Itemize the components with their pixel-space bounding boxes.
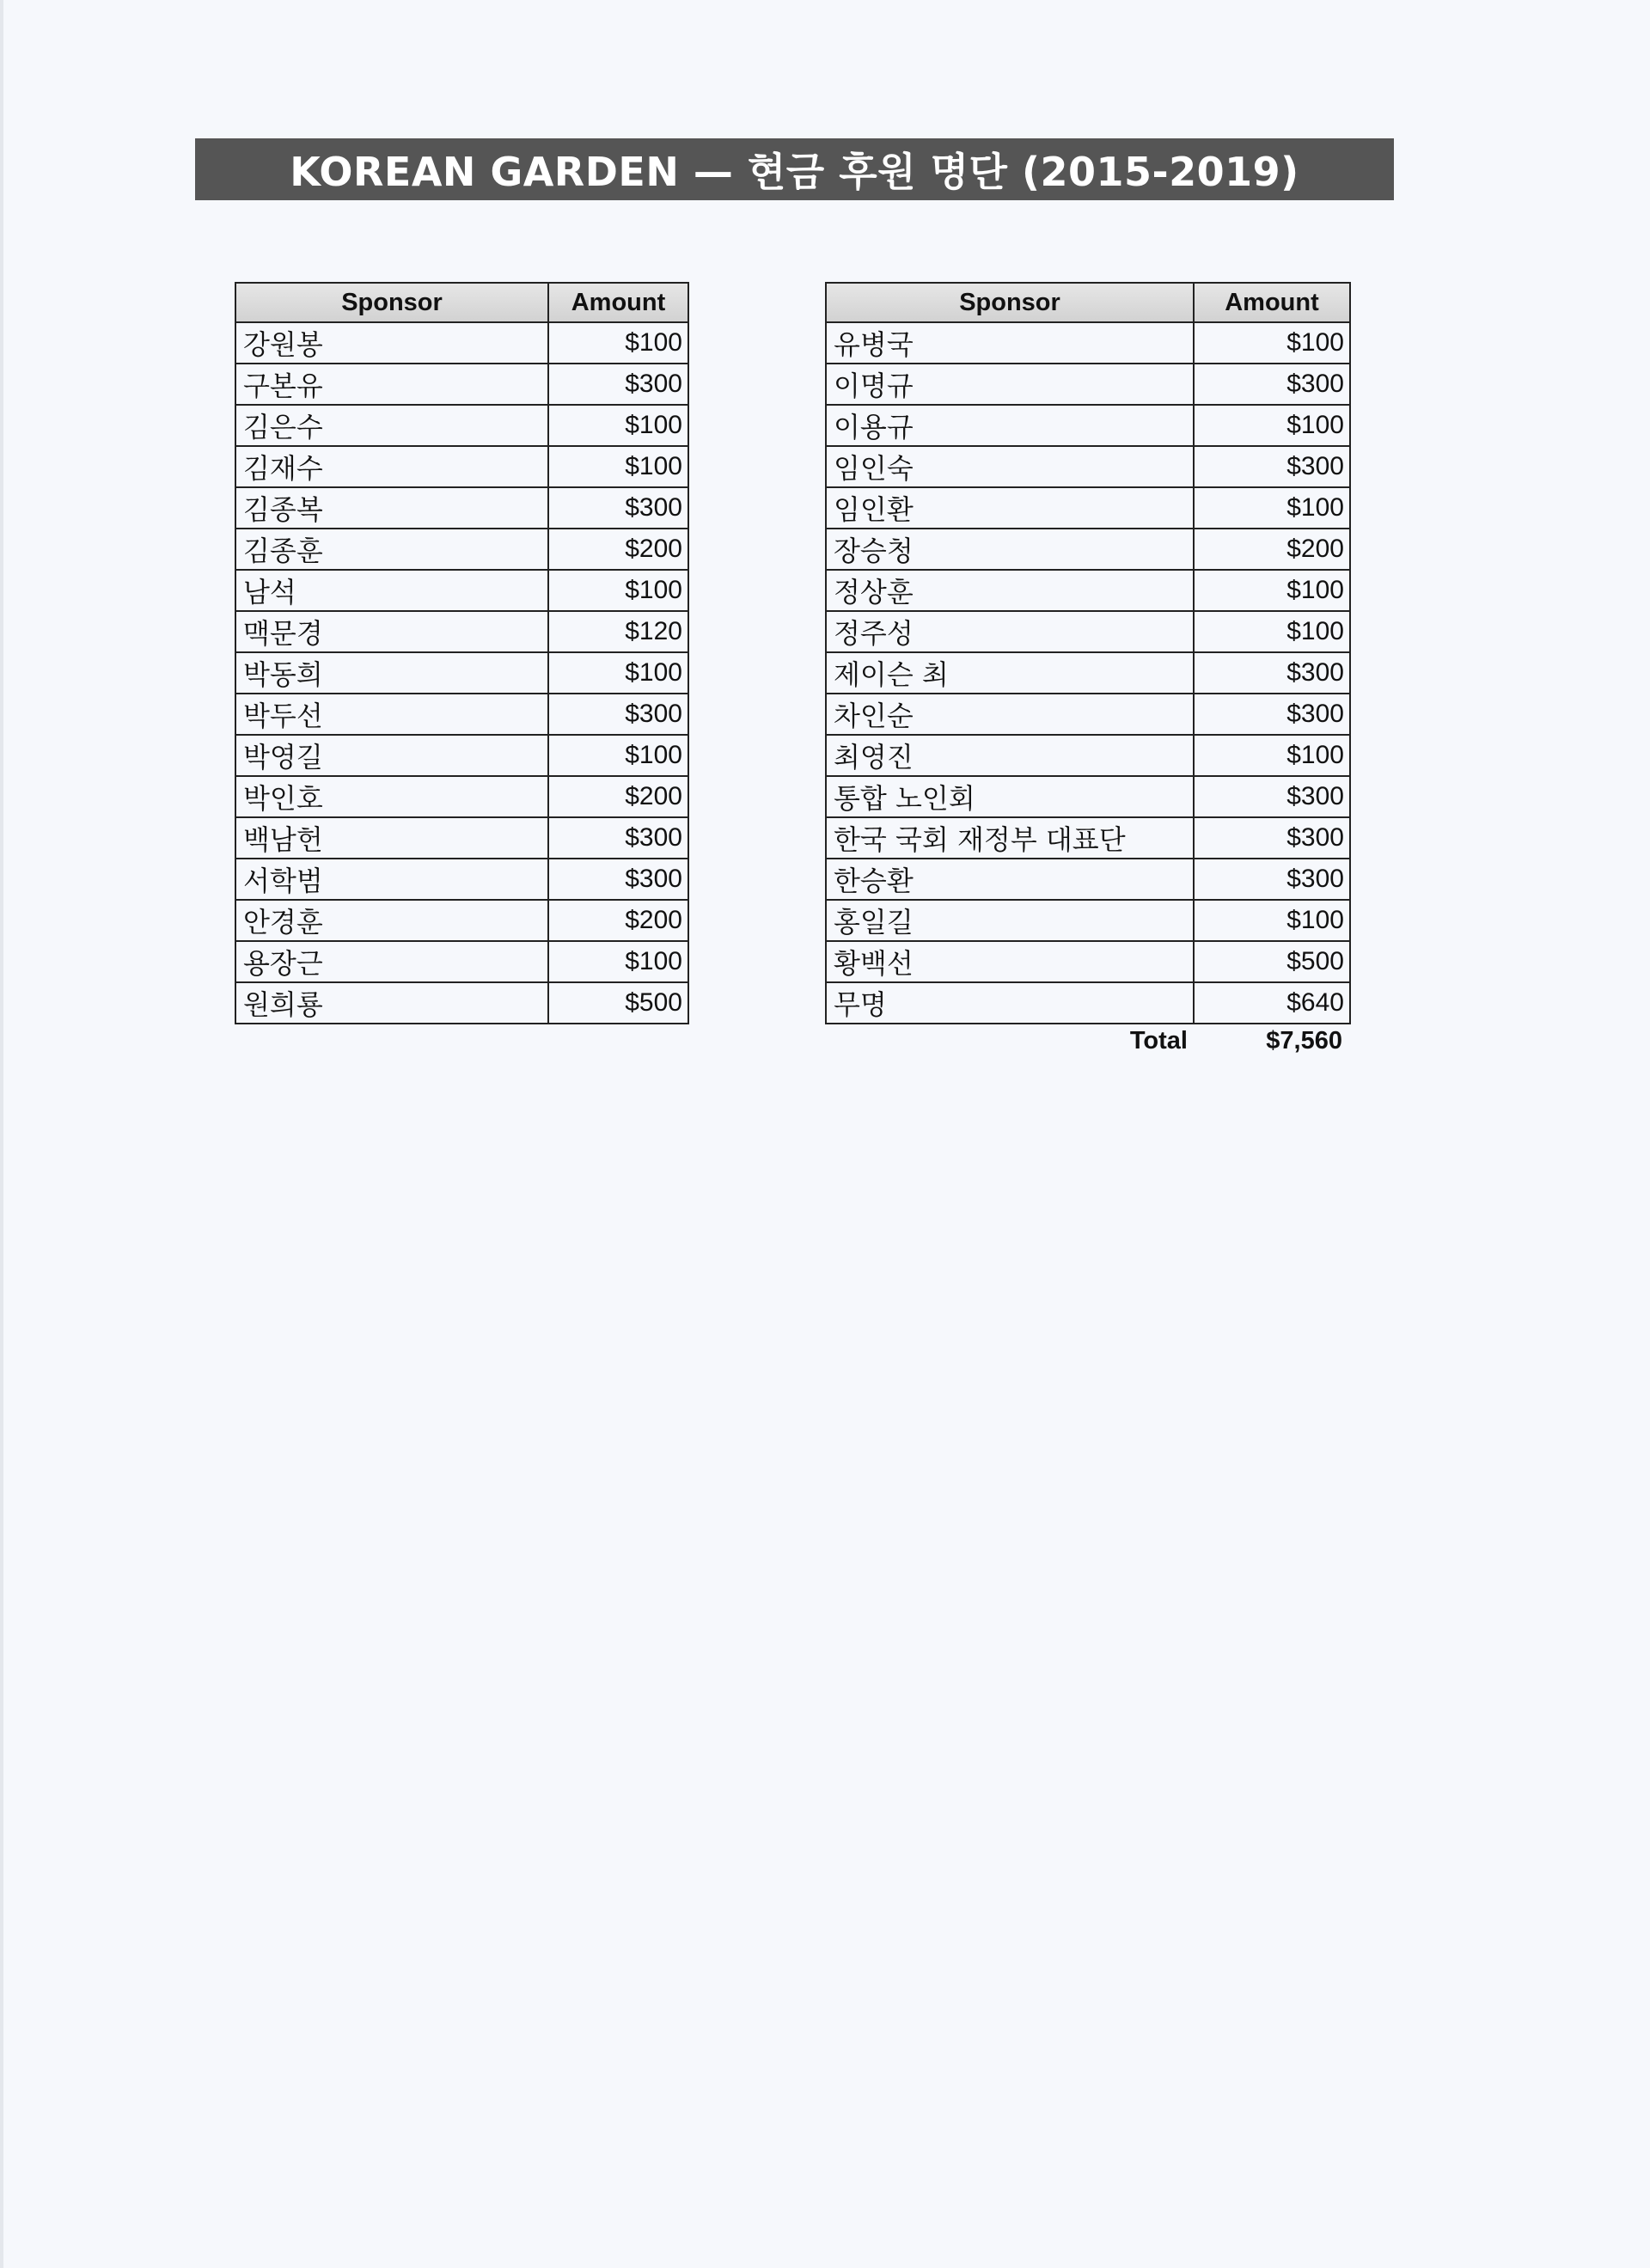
sponsor-amount: $500	[1194, 941, 1350, 982]
sponsor-amount: $300	[548, 694, 688, 735]
table-row	[826, 652, 1350, 694]
table-row	[826, 364, 1350, 405]
sponsor-name: 박두선	[235, 694, 548, 735]
sponsor-name: 정상훈	[826, 570, 1194, 611]
sponsor-name: 박인호	[235, 776, 548, 817]
sponsor-amount: $200	[548, 900, 688, 941]
table-row	[235, 322, 688, 364]
table-row	[826, 446, 1350, 487]
table-row	[826, 817, 1350, 859]
sponsor-name: 박영길	[235, 735, 548, 776]
sponsor-name: 서학범	[235, 859, 548, 900]
sponsor-amount: $300	[1194, 446, 1350, 487]
sponsor-name: 한승환	[826, 859, 1194, 900]
sponsor-amount: $100	[1194, 900, 1350, 941]
table-header-row	[235, 283, 688, 322]
sponsor-name: 홍일길	[826, 900, 1194, 941]
sponsor-name: 임인숙	[826, 446, 1194, 487]
sponsor-amount: $300	[548, 487, 688, 529]
sponsor-amount: $300	[1194, 817, 1350, 859]
sponsor-amount: $100	[1194, 405, 1350, 446]
sponsor-amount: $100	[1194, 570, 1350, 611]
sponsor-name: 구본유	[235, 364, 548, 405]
table-row	[826, 859, 1350, 900]
sponsor-name: 차인순	[826, 694, 1194, 735]
sponsor-amount: $300	[1194, 364, 1350, 405]
table-row	[826, 694, 1350, 735]
sponsor-amount: $200	[1194, 529, 1350, 570]
sponsor-amount: $300	[1194, 859, 1350, 900]
table-row	[235, 776, 688, 817]
table-row	[235, 941, 688, 982]
table-row	[235, 446, 688, 487]
left-table-body	[235, 322, 688, 1024]
sponsor-amount: $100	[1194, 735, 1350, 776]
sponsor-amount: $640	[1194, 982, 1350, 1024]
table-row	[235, 735, 688, 776]
sponsor-amount: $300	[548, 364, 688, 405]
sponsor-name: 김종복	[235, 487, 548, 529]
total-label: Total	[1129, 1027, 1188, 1055]
sponsor-amount: $100	[548, 735, 688, 776]
total-row	[1031, 1027, 1349, 1061]
table-row	[826, 941, 1350, 982]
sponsor-name: 백남헌	[235, 817, 548, 859]
sponsor-amount: $300	[1194, 776, 1350, 817]
sponsor-amount: $200	[548, 776, 688, 817]
sponsor-name: 황백선	[826, 941, 1194, 982]
sponsor-amount: $300	[548, 859, 688, 900]
sponsor-amount: $100	[548, 405, 688, 446]
table-row	[235, 529, 688, 570]
amount-column-header: Amount	[548, 283, 688, 322]
table-row	[826, 900, 1350, 941]
sponsor-amount: $100	[1194, 487, 1350, 529]
sponsor-table-right	[825, 282, 1351, 1024]
sponsor-name: 박동희	[235, 652, 548, 694]
sponsor-name: 맥문경	[235, 611, 548, 652]
table-row	[826, 487, 1350, 529]
right-table-body	[826, 322, 1350, 1024]
sponsor-name: 임인환	[826, 487, 1194, 529]
sponsor-name: 정주성	[826, 611, 1194, 652]
table-row	[235, 900, 688, 941]
table-row	[826, 405, 1350, 446]
table-row	[235, 611, 688, 652]
sponsor-amount: $100	[548, 446, 688, 487]
sponsor-name: 유병국	[826, 322, 1194, 364]
sponsor-name: 김재수	[235, 446, 548, 487]
sponsor-amount: $100	[1194, 322, 1350, 364]
table-row	[826, 570, 1350, 611]
sponsor-amount: $300	[548, 817, 688, 859]
sponsor-name: 남석	[235, 570, 548, 611]
sponsor-column-header: Sponsor	[235, 283, 548, 322]
sponsor-name: 김종훈	[235, 529, 548, 570]
table-row	[235, 652, 688, 694]
sponsor-name: 안경훈	[235, 900, 548, 941]
sponsor-name: 제이슨 최	[826, 652, 1194, 694]
sponsor-amount: $100	[1194, 611, 1350, 652]
sponsor-name: 강원봉	[235, 322, 548, 364]
table-row	[826, 776, 1350, 817]
sponsor-amount: $100	[548, 652, 688, 694]
sponsor-amount: $100	[548, 570, 688, 611]
table-row	[235, 364, 688, 405]
table-row	[826, 982, 1350, 1024]
sponsor-amount: $120	[548, 611, 688, 652]
sponsor-name: 이용규	[826, 405, 1194, 446]
table-row	[235, 982, 688, 1024]
table-row	[235, 405, 688, 446]
sponsor-amount: $200	[548, 529, 688, 570]
table-header-row	[826, 283, 1350, 322]
total-value: $7,560	[1266, 1027, 1342, 1055]
table-row	[235, 859, 688, 900]
table-row	[826, 529, 1350, 570]
table-row	[826, 322, 1350, 364]
sponsor-name: 원희룡	[235, 982, 548, 1024]
sponsor-amount: $100	[548, 322, 688, 364]
sponsor-name: 무명	[826, 982, 1194, 1024]
sponsor-table-left	[235, 282, 689, 1024]
sponsor-name: 한국 국회 재정부 대표단	[826, 817, 1194, 859]
page-title: KOREAN GARDEN — 현금 후원 명단 (2015-2019)	[195, 138, 1394, 200]
sponsor-name: 통합 노인회	[826, 776, 1194, 817]
sponsor-name: 김은수	[235, 405, 548, 446]
table-row	[826, 735, 1350, 776]
sponsor-amount: $100	[548, 941, 688, 982]
sponsor-name: 이명규	[826, 364, 1194, 405]
sponsor-amount: $500	[548, 982, 688, 1024]
table-row	[235, 487, 688, 529]
table-row	[235, 817, 688, 859]
sponsor-amount: $300	[1194, 652, 1350, 694]
table-row	[826, 611, 1350, 652]
sponsor-name: 최영진	[826, 735, 1194, 776]
page-edge	[0, 0, 3, 2268]
table-row	[235, 694, 688, 735]
sponsor-amount: $300	[1194, 694, 1350, 735]
amount-column-header: Amount	[1194, 283, 1350, 322]
sponsor-name: 용장근	[235, 941, 548, 982]
table-row	[235, 570, 688, 611]
sponsor-column-header: Sponsor	[826, 283, 1194, 322]
sponsor-name: 장승청	[826, 529, 1194, 570]
